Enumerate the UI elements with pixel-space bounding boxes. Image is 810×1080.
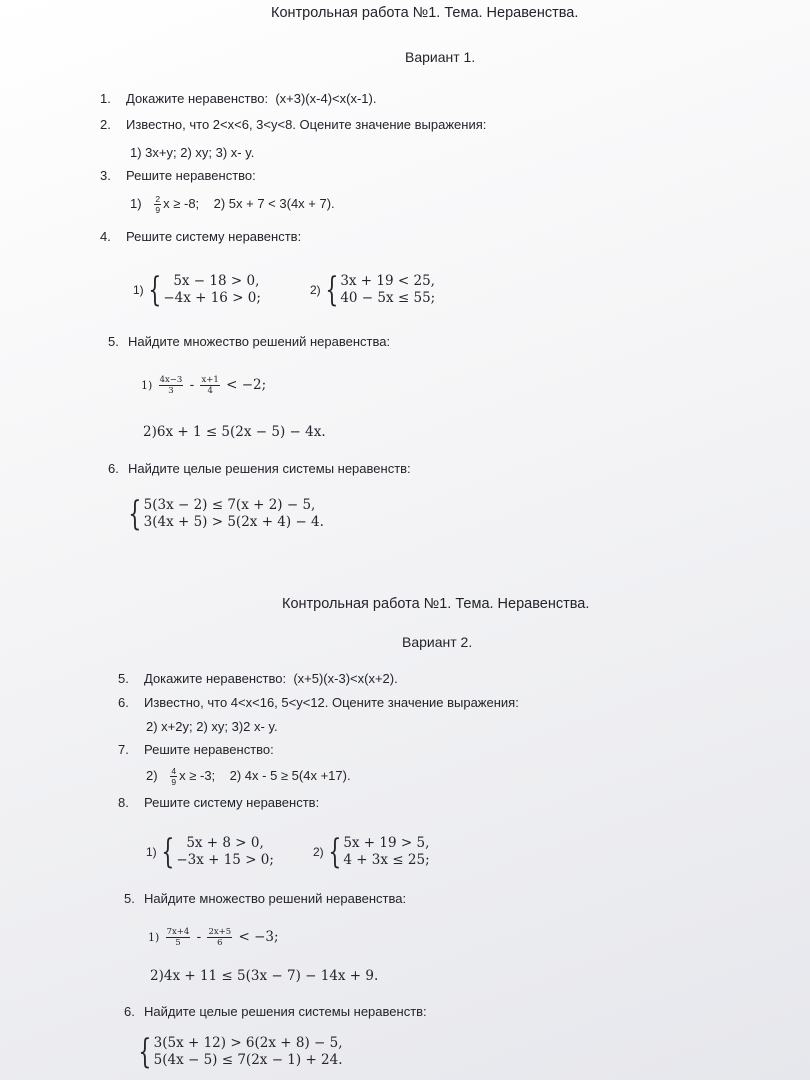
fraction <box>207 927 232 948</box>
task-number: 4. <box>100 229 111 244</box>
v1-system-1 <box>133 270 261 310</box>
v2-system-2 <box>313 832 430 872</box>
brace: { <box>325 270 338 310</box>
system-line: 5x + 19 > 5, <box>343 835 430 851</box>
v1-task-1 <box>100 91 376 107</box>
item-label: 1) <box>133 283 144 297</box>
task-expression: (x+5)(x-3)<x(x+2). <box>293 671 398 686</box>
item-label: 2) <box>313 845 324 859</box>
fraction-numerator: 4 <box>171 766 177 776</box>
task-text: Найдите множество решений неравенства: <box>144 891 407 906</box>
item-rest: x ≥ -8; <box>163 195 200 211</box>
brace: { <box>128 494 142 534</box>
v2-task-5-item-1 <box>148 927 279 948</box>
system-line: 4 + 3x ≤ 25; <box>343 852 430 868</box>
task-text: Найдите множество решений неравенства: <box>128 334 391 349</box>
task-text: Решите систему неравенств: <box>144 795 320 810</box>
item-label: 2) <box>310 283 321 297</box>
v2-task-3-items <box>146 766 351 787</box>
task-number: 5. <box>108 334 119 349</box>
system-line: 3x + 19 < 25, <box>340 273 435 289</box>
fraction-numerator: 2x+5 <box>208 927 232 937</box>
v1-task-2-items: 1) 3x+y; 2) xy; 3) x- y. <box>130 145 255 160</box>
system-line: 5(4x − 5) ≤ 7(2x − 1) + 24. <box>153 1052 343 1068</box>
task-number: 6. <box>124 1004 135 1019</box>
task-text: Найдите целые решения системы неравенств: <box>128 461 411 476</box>
v1-task-5 <box>108 334 390 350</box>
task-number: 6. <box>118 695 129 710</box>
v2-task-2 <box>118 695 519 711</box>
task-text: Известно, что 2<x<6, 3<y<8. Оцените значение выражения: <box>126 117 487 132</box>
item-label: 1) <box>141 379 153 392</box>
item-2: 2) 5x + 7 < 3(4x + 7). <box>213 195 335 211</box>
system-line: 3(4x + 5) > 5(2x + 4) − 4. <box>143 514 324 530</box>
task-number: 6. <box>108 461 119 476</box>
v1-task-2 <box>100 117 486 133</box>
v1-variant: Вариант 1. <box>405 49 476 65</box>
system-line: −4x + 16 > 0; <box>163 290 261 306</box>
task-number: 3. <box>100 168 111 183</box>
v2-title: Контрольная работа №1. Тема. Неравенства. <box>282 596 590 612</box>
item-label: 1) <box>146 845 157 859</box>
item-rest: x ≥ -3; <box>179 767 216 783</box>
v1-system-6 <box>126 494 324 534</box>
fraction-denominator: 6 <box>217 938 223 948</box>
task-text: Докажите неравенство: <box>144 671 287 686</box>
minus-sign: - <box>189 377 195 393</box>
v2-task-6 <box>124 1004 427 1020</box>
minus-sign: - <box>196 929 202 945</box>
task-number: 7. <box>118 742 129 757</box>
fraction <box>170 766 177 787</box>
fraction <box>159 375 184 396</box>
fraction <box>154 194 161 215</box>
task-text: Решите неравенство: <box>126 168 256 183</box>
fraction <box>166 927 191 948</box>
system-line: −3x + 15 > 0; <box>176 852 274 868</box>
item-rest: < −3; <box>238 929 279 945</box>
fraction-denominator: 3 <box>168 386 174 396</box>
v2-system-6 <box>136 1032 343 1072</box>
v2-task-5-item-2: 2)4x + 11 ≤ 5(3x − 7) − 14x + 9. <box>150 968 379 984</box>
item-label: 1) <box>148 931 160 944</box>
fraction-numerator: x+1 <box>201 375 219 385</box>
task-expression: (x+3)(x-4)<x(x-1). <box>275 91 377 106</box>
fraction-denominator: 4 <box>207 386 213 396</box>
fraction <box>200 375 219 396</box>
v2-task-4 <box>118 795 319 811</box>
fraction-numerator: 7x+4 <box>166 927 190 937</box>
task-text: Найдите целые решения системы неравенств: <box>144 1004 427 1019</box>
brace: { <box>328 832 341 872</box>
v1-task-3 <box>100 168 256 184</box>
v1-system-2 <box>310 270 436 310</box>
v2-task-1 <box>118 671 398 687</box>
v1-task-4 <box>100 229 301 245</box>
v2-task-2-items: 2) x+2y; 2) xy; 3)2 x- y. <box>146 719 278 734</box>
system-line: 5(3x − 2) ≤ 7(x + 2) − 5, <box>143 497 316 513</box>
v2-task-5 <box>124 891 406 907</box>
brace: { <box>138 1032 152 1072</box>
item-label: 2) <box>146 767 158 783</box>
task-text: Известно, что 4<x<16, 5<y<12. Оцените значение выражения: <box>144 695 519 710</box>
system-line: 5x − 18 > 0, <box>173 273 260 289</box>
v1-task-3-items <box>130 194 335 215</box>
task-number: 5. <box>124 891 135 906</box>
system-line: 5x + 8 > 0, <box>186 835 264 851</box>
fraction-denominator: 9 <box>155 205 161 215</box>
task-number: 8. <box>118 795 129 810</box>
task-text: Докажите неравенство: <box>126 91 269 106</box>
fraction-denominator: 5 <box>175 938 181 948</box>
task-number: 1. <box>100 91 111 106</box>
system-line: 3(5x + 12) > 6(2x + 8) − 5, <box>153 1035 343 1051</box>
v1-title: Контрольная работа №1. Тема. Неравенства. <box>271 5 579 21</box>
brace: { <box>148 270 161 310</box>
task-number: 2. <box>100 117 111 132</box>
item-2: 2) 4x - 5 ≥ 5(4x +17). <box>229 767 351 783</box>
fraction-numerator: 4x−3 <box>159 375 183 385</box>
task-text: Решите систему неравенств: <box>126 229 302 244</box>
v1-task-5-item-1 <box>141 375 266 396</box>
task-number: 5. <box>118 671 129 686</box>
system-line: 40 − 5x ≤ 55; <box>340 290 436 306</box>
brace: { <box>161 832 174 872</box>
item-rest: < −2; <box>226 377 267 393</box>
v2-system-1 <box>146 832 274 872</box>
v1-task-6 <box>108 461 411 477</box>
fraction-denominator: 9 <box>171 777 177 787</box>
task-text: Решите неравенство: <box>144 742 274 757</box>
v1-task-5-item-2: 2)6x + 1 ≤ 5(2x − 5) − 4x. <box>143 424 326 440</box>
v2-variant: Вариант 2. <box>402 634 473 650</box>
fraction-numerator: 2 <box>155 194 161 204</box>
v2-task-3 <box>118 742 274 758</box>
item-label: 1) <box>130 195 142 211</box>
